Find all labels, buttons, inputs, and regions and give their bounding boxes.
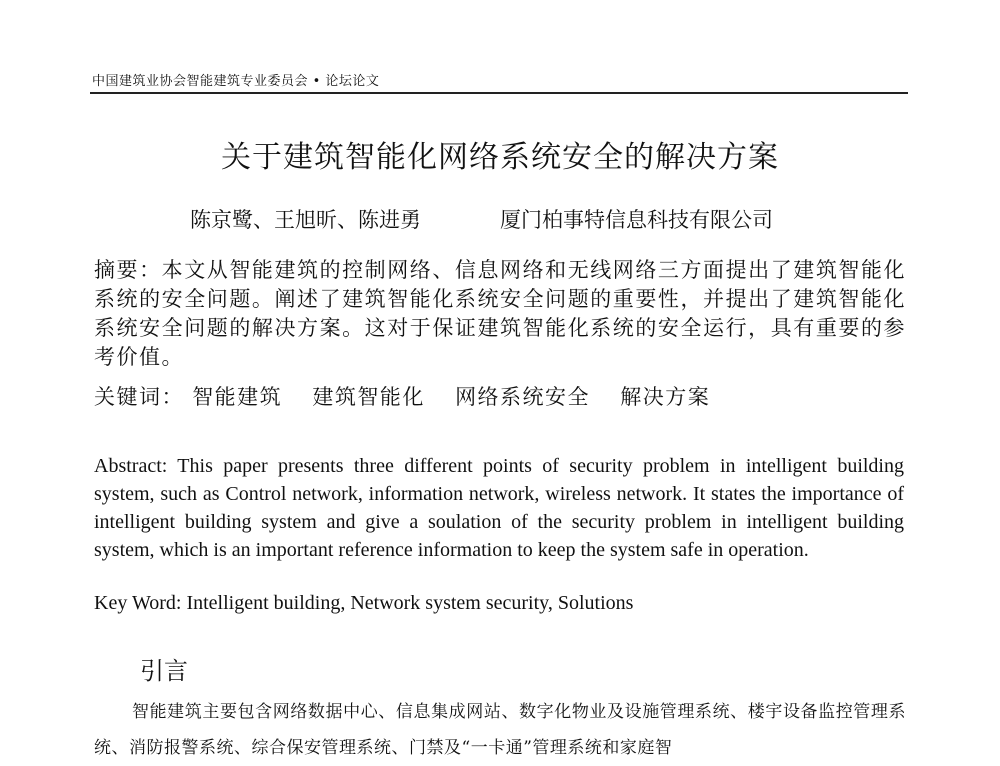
english-keywords: Key Word: Intelligent building, Network system security, Solutions [94, 592, 634, 614]
english-abstract: Abstract: This paper presents three different points of security problem in intelligent building system, such as Control network, information network, wireless network. It states the importance of intelligent building system and give a soulation of the security problem in intelligent building system, which is an important reference information to keep the system safe in operation. [94, 455, 904, 561]
paper-title: 关于建筑智能化网络系统安全的解决方案 [221, 140, 779, 175]
chinese-keyword: 智能建筑 [192, 385, 283, 409]
chinese-keyword: 建筑智能化 [312, 385, 425, 409]
section-heading-introduction: 引言 [140, 657, 188, 685]
header-divider [90, 92, 908, 94]
chinese-abstract: 摘要：本文从智能建筑的控制网络、信息网络和无线网络三方面提出了建筑智能化系统的安全问题。阐述了建筑智能化系统安全问题的重要性，并提出了建筑智能化系统安全问题的解决方案。这对于保证建筑智能化系统的安全运行，具有重要的参考价值。 [94, 258, 906, 369]
chinese-keyword: 网络系统安全 [455, 385, 591, 409]
author-affiliation: 厦门柏事特信息科技有限公司 [500, 208, 773, 232]
running-header: 中国建筑业协会智能建筑专业委员会 • 论坛论文 [92, 74, 380, 89]
chinese-keywords-label: 关键词： [94, 385, 184, 409]
chinese-keyword: 解决方案 [620, 385, 711, 409]
chinese-keywords [94, 381, 732, 411]
author-list: 陈京鹭、王旭昕、陈进勇 [190, 208, 421, 232]
introduction-paragraph: 智能建筑主要包含网络数据中心、信息集成网站、数字化物业及设施管理系统、楼宇设备监控管理系统、消防报警系统、综合保安管理系统、门禁及“一卡通”管理系统和家庭智 [94, 702, 906, 758]
